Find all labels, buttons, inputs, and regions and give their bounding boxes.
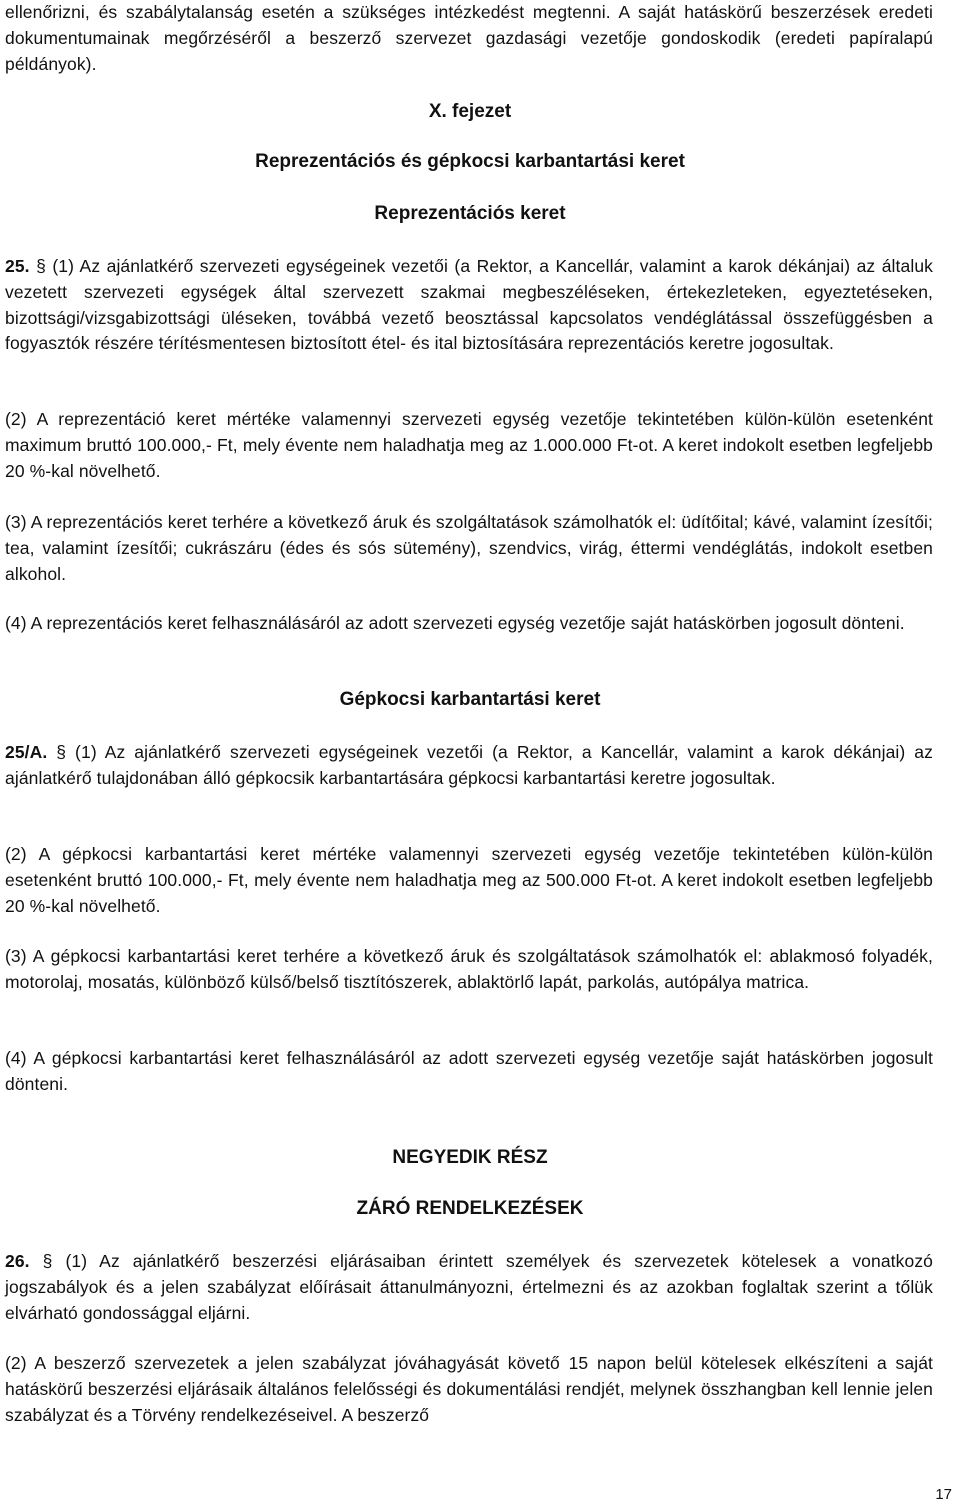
section-number: 25. bbox=[5, 256, 30, 276]
section-25-paragraph-3: (3) A reprezentációs keret terhére a következő áruk és szolgáltatások számolhatók el: üdítőital; kávé, valamint ízesítői; tea, valamint ízesítői; cukrászáru (édes és sós sütemény), szendvics, virág, éttermi vendéglátás, indokolt esetben alkohol. bbox=[5, 512, 933, 584]
section-26-paragraph-2: (2) A beszerző szervezetek a jelen szabályzat jóváhagyását követő 15 napon belül kötelesek elkészíteni a saját hatáskörű beszerzési eljárásaik általános felelősségi és dokumentálási rendjét, melynek összhangban kell lennie jelen szabályzat és a Törvény rendelkezéseivel. A beszerző bbox=[5, 1353, 933, 1425]
section-25-paragraph-1 bbox=[5, 254, 933, 357]
section-text: § (1) Az ajánlatkérő beszerzési eljárásaiban érintett személyek és szervezetek kötelesek a vonatkozó jogszabályok és a jelen szabályzat előírásait áttanulmányozni, értelmezni és az azokban foglaltak szerint a tőlük elvárható gondossággal eljárni. bbox=[5, 1251, 933, 1323]
section-25a-paragraph-1 bbox=[5, 740, 933, 792]
section-text: § (1) Az ajánlatkérő szervezeti egységeinek vezetői (a Rektor, a Kancellár, valamint a karok dékánjai) az ajánlatkérő tulajdonában álló gépkocsik karbantartására gépkocsi karbantartási keretre jogosultak. bbox=[5, 742, 933, 788]
paragraph-intro: ellenőrizni, és szabálytalanság esetén a szükséges intézkedést megtenni. A saját hatáskörű beszerzések eredeti dokumentumainak megőrzéséről a beszerző szervezet gazdasági vezetője gondoskodik (eredeti papíralapú példányok). bbox=[5, 2, 933, 74]
section-25-paragraph-4: (4) A reprezentációs keret felhasználásáról az adott szervezeti egység vezetője saját hatáskörben jogosult dönteni. bbox=[5, 613, 905, 633]
chapter-heading: X. fejezet bbox=[428, 101, 512, 122]
part-heading: NEGYEDIK RÉSZ bbox=[392, 1147, 548, 1168]
section-25-paragraph-2: (2) A reprezentáció keret mértéke valamennyi szervezeti egység vezetője tekintetében külön-külön esetenként maximum bruttó 100.000,- Ft, mely évente nem haladhatja meg az 1.000.000 Ft-ot. A keret indokolt esetben legfeljebb 20 %-kal növelhető. bbox=[5, 409, 933, 481]
section-25a-paragraph-2: (2) A gépkocsi karbantartási keret mértéke valamennyi szervezeti egység vezetője tekintetében külön-külön esetenként bruttó 100.000,- Ft, mely évente nem haladhatja meg az 500.000 Ft-ot. A keret indokolt esetben legfeljebb 20 %-kal növelhető. bbox=[5, 844, 933, 916]
section-25a-paragraph-3: (3) A gépkocsi karbantartási keret terhére a következő áruk és szolgáltatások számolhatók el: ablakmosó folyadék, motorolaj, mosatás, különböző külső/belső tisztítószerek, ablaktörlő lapát, parkolás, autópálya matrica. bbox=[5, 946, 933, 992]
section-text: § (1) Az ajánlatkérő szervezeti egységeinek vezetői (a Rektor, a Kancellár, valamint a karok dékánjai) az általuk vezetett szervezeti egységek által szervezett szakmai megbeszéléseken, értekezleteken, egyeztetéseken, bizottsági/vizsgabizottsági üléseken, továbbá vezető beosztással kapcsolatos vendéglátással összefüggésben a fogyasztók részére térítésmentesen biztosított étel- és ital biztosítására reprezentációs keretre jogosultak. bbox=[5, 256, 933, 354]
section-number: 25/A. bbox=[5, 742, 48, 762]
subsection-heading-reprezentacio: Reprezentációs keret bbox=[374, 203, 566, 224]
subsection-heading-gepkocsi: Gépkocsi karbantartási keret bbox=[339, 689, 601, 710]
chapter-title: Reprezentációs és gépkocsi karbantartási keret bbox=[255, 151, 685, 172]
section-26-paragraph-1 bbox=[5, 1249, 933, 1326]
page-number: 17 bbox=[935, 1486, 952, 1503]
section-number: 26. bbox=[5, 1251, 30, 1271]
section-25a-paragraph-4: (4) A gépkocsi karbantartási keret felhasználásáról az adott szervezeti egység vezetője saját hatáskörben jogosult dönteni. bbox=[5, 1048, 933, 1094]
part-title: ZÁRÓ RENDELKEZÉSEK bbox=[356, 1198, 584, 1219]
